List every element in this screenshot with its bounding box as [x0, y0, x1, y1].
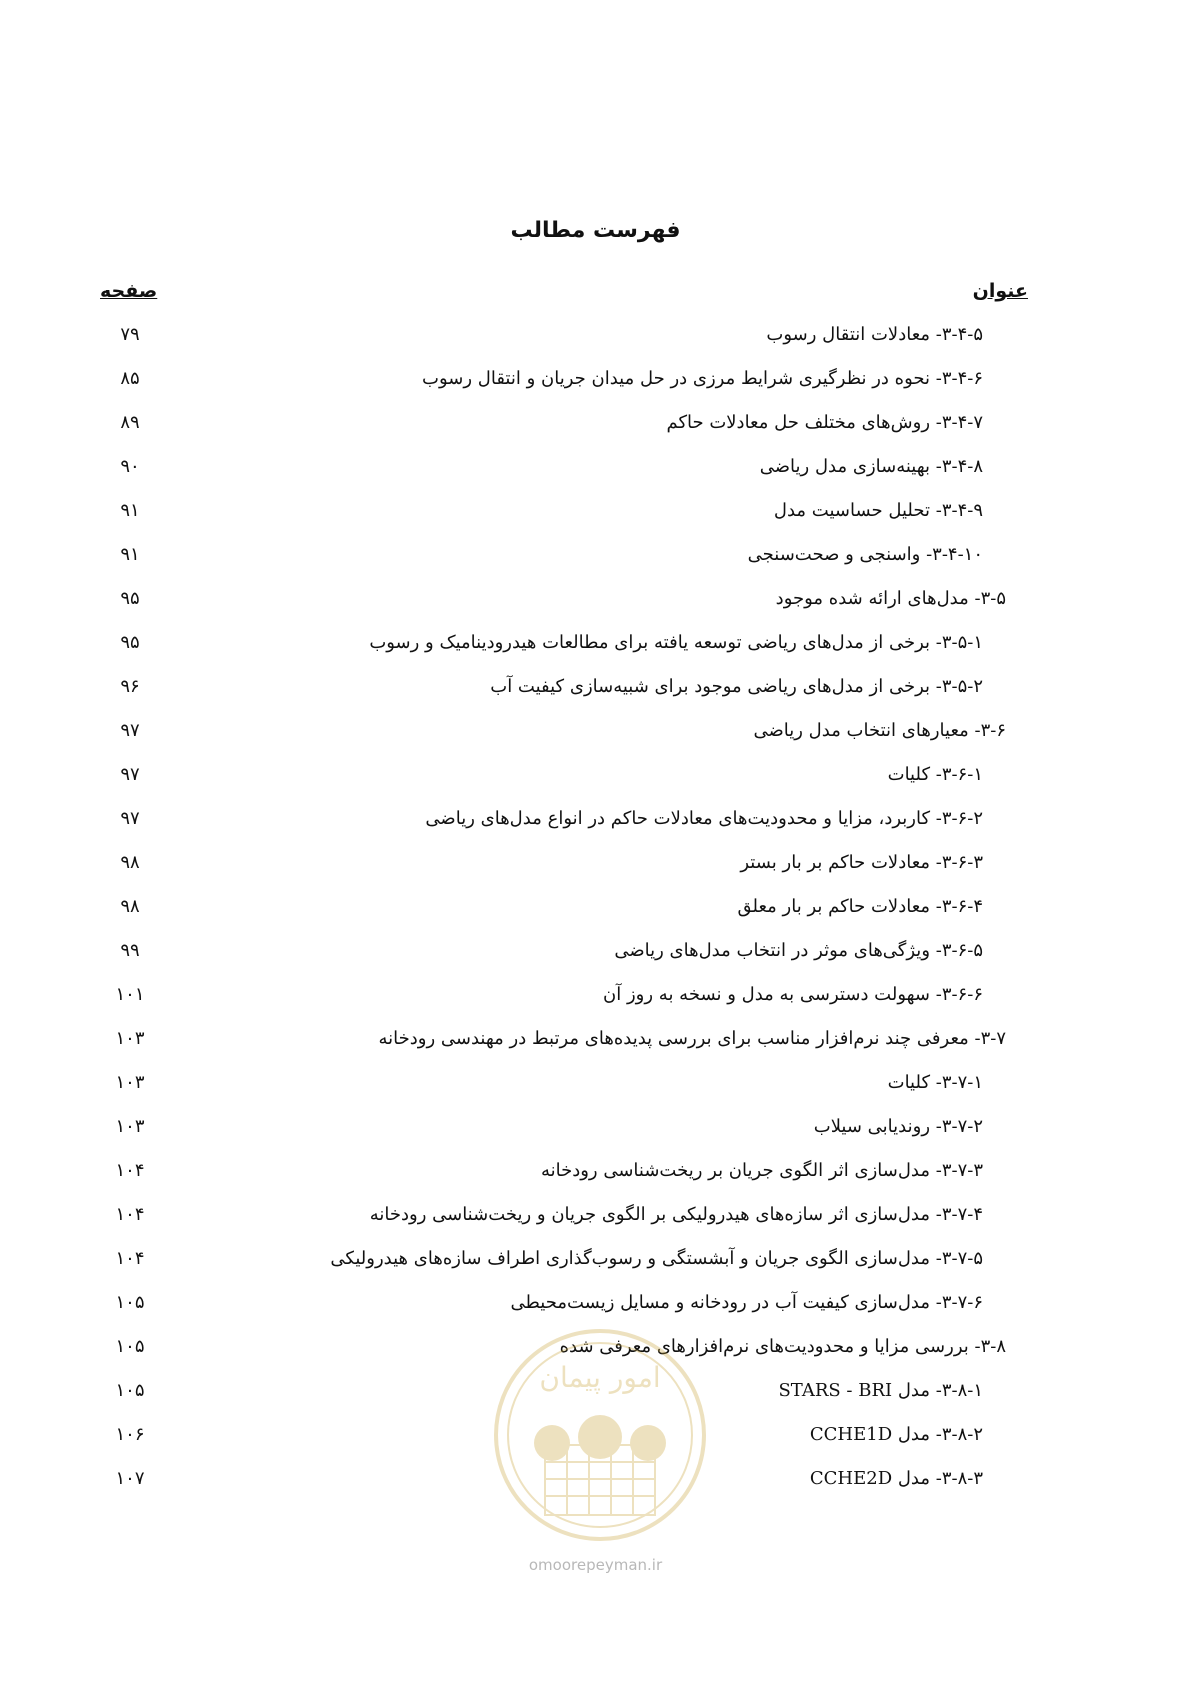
toc-entry-title: ۳-۸-۱- مدل STARS - BRI — [778, 1380, 983, 1401]
toc-entry-title: ۳-۸-۳- مدل CCHE2D — [809, 1468, 983, 1489]
toc-entry-page: ۱۰۱ — [115, 984, 145, 1005]
toc-entry-title: ۳-۷-۳- مدل‌سازی اثر الگوی جریان بر ریخت‌شناسی رودخانه — [540, 1160, 983, 1181]
toc-row — [0, 626, 1191, 670]
column-header-title: عنوان — [972, 280, 1028, 302]
toc-entry-page: ۹۹ — [120, 940, 140, 961]
toc-entry-page: ۱۰۴ — [115, 1160, 145, 1181]
toc-row — [0, 406, 1191, 450]
toc-row — [0, 890, 1191, 934]
toc-entry-title: ۳-۶-۶- سهولت دسترسی به مدل و نسخه به روز آن — [603, 984, 983, 1005]
seal-lettering: امور پیمان — [539, 1361, 661, 1394]
toc-entry-title: ۳-۶-۳- معادلات حاکم بر بار بستر — [740, 852, 983, 873]
toc-row — [0, 1022, 1191, 1066]
toc-entry-page: ۹۱ — [120, 500, 140, 521]
toc-entry-page: ۸۹ — [120, 412, 140, 433]
toc-entry-page: ۹۷ — [120, 808, 140, 829]
toc-entry-page: ۱۰۴ — [115, 1248, 145, 1269]
toc-entry-page: ۱۰۴ — [115, 1204, 145, 1225]
toc-row — [0, 1066, 1191, 1110]
toc-row — [0, 494, 1191, 538]
toc-row — [0, 450, 1191, 494]
toc-row — [0, 978, 1191, 1022]
toc-row — [0, 582, 1191, 626]
toc-row — [0, 538, 1191, 582]
toc-entry-title: ۳-۴-۹- تحلیل حساسیت مدل — [773, 500, 983, 521]
toc-entry-title: ۳-۴-۸- بهینه‌سازی مدل ریاضی — [759, 456, 983, 477]
toc-row — [0, 362, 1191, 406]
toc-entry-title: ۳-۶-۲- کاربرد، مزایا و محدودیت‌های معادلات حاکم در انواع مدل‌های ریاضی — [425, 808, 983, 829]
toc-entry-title: ۳-۵- مدل‌های ارائه شده موجود — [775, 588, 1006, 609]
toc-entry-page: ۸۵ — [120, 368, 140, 389]
toc-entry-page: ۱۰۶ — [115, 1424, 145, 1445]
toc-row — [0, 802, 1191, 846]
toc-entry-title: ۳-۴-۵- معادلات انتقال رسوب — [766, 324, 983, 345]
toc-entry-title: ۳-۵-۲- برخی از مدل‌های ریاضی موجود برای شبیه‌سازی کیفیت آب — [490, 676, 983, 697]
toc-row — [0, 670, 1191, 714]
toc-entry-title: ۳-۷-۱- کلیات — [887, 1072, 983, 1093]
column-header-page: صفحه — [100, 280, 158, 302]
toc-entry-title: ۳-۷-۶- مدل‌سازی کیفیت آب در رودخانه و مسایل زیست‌محیطی — [510, 1292, 983, 1313]
toc-row — [0, 758, 1191, 802]
toc-entry-title: ۳-۴-۱۰- واسنجی و صحت‌سنجی — [747, 544, 983, 565]
toc-entry-page: ۱۰۵ — [115, 1336, 145, 1357]
toc-row — [0, 1154, 1191, 1198]
watermark-site: omoorepeyman.ir — [528, 1556, 663, 1574]
toc-entry-page: ۱۰۳ — [115, 1072, 145, 1093]
toc-entry-page: ۱۰۳ — [115, 1116, 145, 1137]
toc-row — [0, 934, 1191, 978]
toc-entry-title: ۳-۷-۵- مدل‌سازی الگوی جریان و آبشستگی و رسوب‌گذاری اطراف سازه‌های هیدرولیکی — [330, 1248, 983, 1269]
toc-entry-title: ۳-۵-۱- برخی از مدل‌های ریاضی توسعه یافته برای مطالعات هیدرودینامیک و رسوب — [369, 632, 983, 653]
toc-entry-page: ۱۰۳ — [115, 1028, 145, 1049]
toc-row — [0, 714, 1191, 758]
toc-entry-title: ۳-۴-۶- نحوه در نظرگیری شرایط مرزی در حل میدان جریان و انتقال رسوب — [422, 368, 983, 389]
toc-entry-title: ۳-۶-۴- معادلات حاکم بر بار معلق — [737, 896, 983, 917]
toc-entry-page: ۹۰ — [120, 456, 140, 477]
toc-entry-page: ۱۰۵ — [115, 1292, 145, 1313]
toc-entry-title: ۳-۴-۷- روش‌های مختلف حل معادلات حاکم — [666, 412, 983, 433]
toc-entry-title: ۳-۶-۱- کلیات — [887, 764, 983, 785]
toc-entry-page: ۱۰۵ — [115, 1380, 145, 1401]
toc-entry-page: ۹۸ — [120, 896, 140, 917]
watermark-seal-icon — [490, 1325, 710, 1545]
toc-entry-page: ۹۵ — [120, 588, 140, 609]
toc-entry-page: ۹۷ — [120, 764, 140, 785]
toc-entry-page: ۱۰۷ — [115, 1468, 145, 1489]
toc-row — [0, 846, 1191, 890]
toc-entry-page: ۹۶ — [120, 676, 140, 697]
toc-row — [0, 1242, 1191, 1286]
toc-row — [0, 1198, 1191, 1242]
toc-entry-page: ۹۸ — [120, 852, 140, 873]
toc-row — [0, 1286, 1191, 1330]
toc-entry-title: ۳-۶-۵- ویژگی‌های موثر در انتخاب مدل‌های ریاضی — [614, 940, 983, 961]
page-title: فهرست مطالب — [510, 218, 681, 243]
toc-entry-title: ۳-۸-۲- مدل CCHE1D — [809, 1424, 983, 1445]
toc-entry-title: ۳-۶- معیارهای انتخاب مدل ریاضی — [753, 720, 1006, 741]
toc-entry-page: ۹۷ — [120, 720, 140, 741]
toc-entry-title: ۳-۷-۴- مدل‌سازی اثر سازه‌های هیدرولیکی بر الگوی جریان و ریخت‌شناسی رودخانه — [369, 1204, 983, 1225]
toc-entry-page: ۹۵ — [120, 632, 140, 653]
toc-row — [0, 1110, 1191, 1154]
toc-entry-title: ۳-۷-۲- روندیابی سیلاب — [813, 1116, 983, 1137]
toc-row — [0, 318, 1191, 362]
toc-entry-title: ۳-۷- معرفی چند نرم‌افزار مناسب برای بررسی پدیده‌های مرتبط در مهندسی رودخانه — [378, 1028, 1006, 1049]
toc-entry-page: ۷۹ — [120, 324, 140, 345]
toc-entry-page: ۹۱ — [120, 544, 140, 565]
toc-entry-title: ۳-۸- بررسی مزایا و محدودیت‌های نرم‌افزارهای معرفی شده — [559, 1336, 1006, 1357]
